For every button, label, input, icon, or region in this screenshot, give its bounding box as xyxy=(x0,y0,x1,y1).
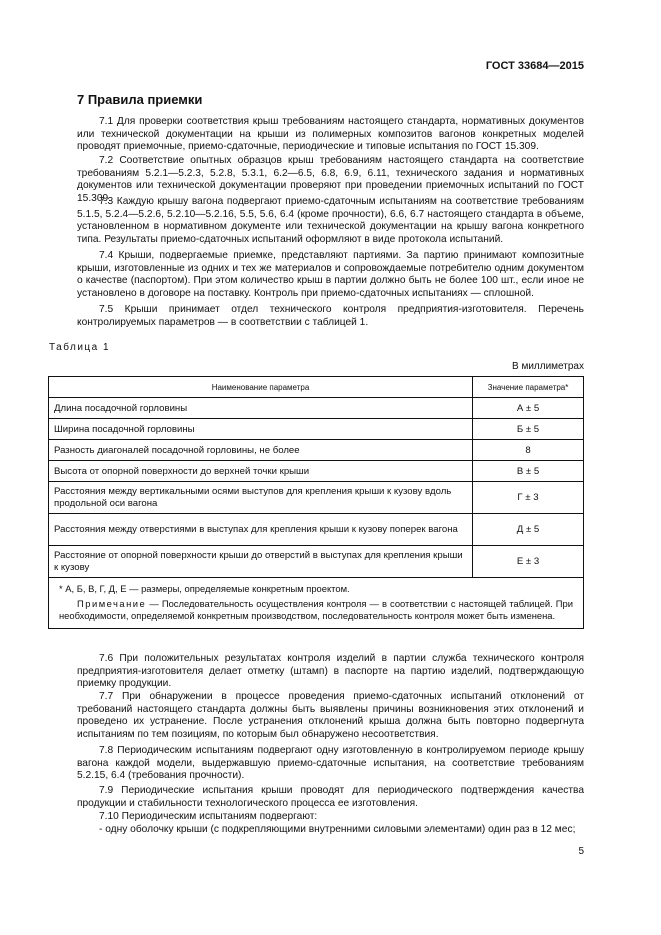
table-row xyxy=(49,546,584,578)
table-note xyxy=(59,598,573,622)
value-cell: 8 xyxy=(473,440,584,461)
table-units: В миллиметрах xyxy=(512,361,584,372)
param-cell: Ширина посадочной горловины xyxy=(49,419,473,440)
table-row xyxy=(49,461,584,482)
param-cell: Высота от опорной поверхности до верхней точки крыши xyxy=(49,461,473,482)
value-cell: Б ± 5 xyxy=(473,419,584,440)
table-row xyxy=(49,398,584,419)
table-row xyxy=(49,440,584,461)
param-cell: Расстояния между вертикальными осями выступов для крепления крыши к кузову вдоль продольной оси вагона xyxy=(49,482,473,514)
page-number: 5 xyxy=(578,846,584,857)
column-header-parameter: Наименование параметра xyxy=(49,377,473,398)
paragraph-7-7: 7.7 При обнаружении в процессе проведения приемо-сдаточных испытаний отклонений от требований настоящего стандарта должны быть выявлены причины возникновения этих отклонений и проведено их устранение. После устранения отклонений крыша должна быть повторно подвергнута испытаниям по тем позициям, по которым был обнаружено несоответствия. xyxy=(77,691,584,740)
paragraph-7-1: 7.1 Для проверки соответствия крыш требованиям настоящего стандарта, нормативных документов или технической документации на крыши из полимерных композитов вагонов конкретных моделей проводят приемочные, приемо-сдаточные, периодические и типовые испытания по ГОСТ 15.309. xyxy=(77,116,584,153)
table-footnote-row xyxy=(49,578,584,629)
paragraph-7-3: 7.3 Каждую крышу вагона подвергают приемо-сдаточным испытаниям на соответствие требованиям 5.1.5, 5.2.4—5.2.6, 5.2.10—5.2.16, 5.5, 5.6, 6.4 (кроме прочности), 6.6, 6.7 настоящего стандарта в объеме, установленном в нормативном документе или технической документации на крышу вагона конкретного типа. Результаты приемо-сдаточных испытаний оформляют в виде протокола испытаний. xyxy=(77,196,584,245)
paragraph-7-4: 7.4 Крыши, подвергаемые приемке, представляют партиями. За партию принимают композитные крыши, изготовленные из одних и тех же материалов и сопровождаемые потребителю одним документом о качестве (паспортом). При этом количество крыш в партии должно быть не более 100 шт., если иное не установлено в договоре на поставку. Контроль при приемо-сдаточных испытаниях — сплошной. xyxy=(77,250,584,299)
value-cell: Д ± 5 xyxy=(473,514,584,546)
table-row xyxy=(49,514,584,546)
paragraph-7-6: 7.6 При положительных результатах контроля изделий в партии служба технического контроля предприятия-изготовителя делает отметку (штамп) в паспорте на партию изделий, подтверждающую приемку продукции. xyxy=(77,653,584,690)
value-cell: Е ± 3 xyxy=(473,546,584,578)
value-cell: В ± 5 xyxy=(473,461,584,482)
table-row xyxy=(49,419,584,440)
table-row xyxy=(49,482,584,514)
paragraph-7-2: 7.2 Соответствие опытных образцов крыш требованиям настоящего стандарта на соответствие требованиям 5.2.1—5.2.3, 5.2.8, 5.3.1, 6.2—6.5, 6.8, 6.9, 6.11, технического задания и нормативных документов или технической документации проверяют при проведении приемочных испытаний по ГОСТ 15.309. xyxy=(77,155,584,204)
list-item: - одну оболочку крыши (с подкрепляющими внутренними силовыми элементами) один раз в 12 мес; xyxy=(99,824,576,835)
paragraph-7-9: 7.9 Периодические испытания крыши проводят для периодического подтверждения качества продукции и стабильности технологического процесса ее изготовления. xyxy=(77,785,584,809)
param-cell: Длина посадочной горловины xyxy=(49,398,473,419)
parameters-table xyxy=(48,376,584,629)
value-cell: Г ± 3 xyxy=(473,482,584,514)
param-cell: Расстояния между отверстиями в выступах для крепления крыши к кузову поперек вагона xyxy=(49,514,473,546)
table-caption: Таблица 1 xyxy=(49,342,111,353)
table-header-row xyxy=(49,377,584,398)
paragraph-7-5: 7.5 Крыши принимает отдел технического контроля предприятия-изготовителя. Перечень контролируемых параметров — в соответствии с таблицей 1. xyxy=(77,304,584,328)
column-header-value: Значение параметра* xyxy=(473,377,584,398)
param-cell: Разность диагоналей посадочной горловины, не более xyxy=(49,440,473,461)
param-cell: Расстояние от опорной поверхности крыши до отверстий в выступах для крепления крыши к кузову xyxy=(49,546,473,578)
note-text: — Последовательность осуществления контроля — в соответствии с настоящей таблицей. При необходимости, определяемой конкретным производством, последовательность контроля может быть изменена. xyxy=(59,598,573,621)
paragraph-7-8: 7.8 Периодическим испытаниям подвергают одну изготовленную в контролируемом периоде крышу вагона каждой модели, выдержавшую приемо-сдаточные испытания, на соответствие требованиям 5.2.15, 6.4 (требования прочности). xyxy=(77,745,584,782)
note-label: Примечание xyxy=(77,598,147,609)
value-cell: А ± 5 xyxy=(473,398,584,419)
paragraph-7-10: 7.10 Периодическим испытаниям подвергают: xyxy=(99,811,318,822)
table-notes-cell xyxy=(49,578,584,629)
document-code: ГОСТ 33684—2015 xyxy=(485,60,584,72)
table-footnote: * А, Б, В, Г, Д, Е — размеры, определяемые конкретным проектом. xyxy=(59,583,350,594)
section-title: 7 Правила приемки xyxy=(77,92,203,107)
